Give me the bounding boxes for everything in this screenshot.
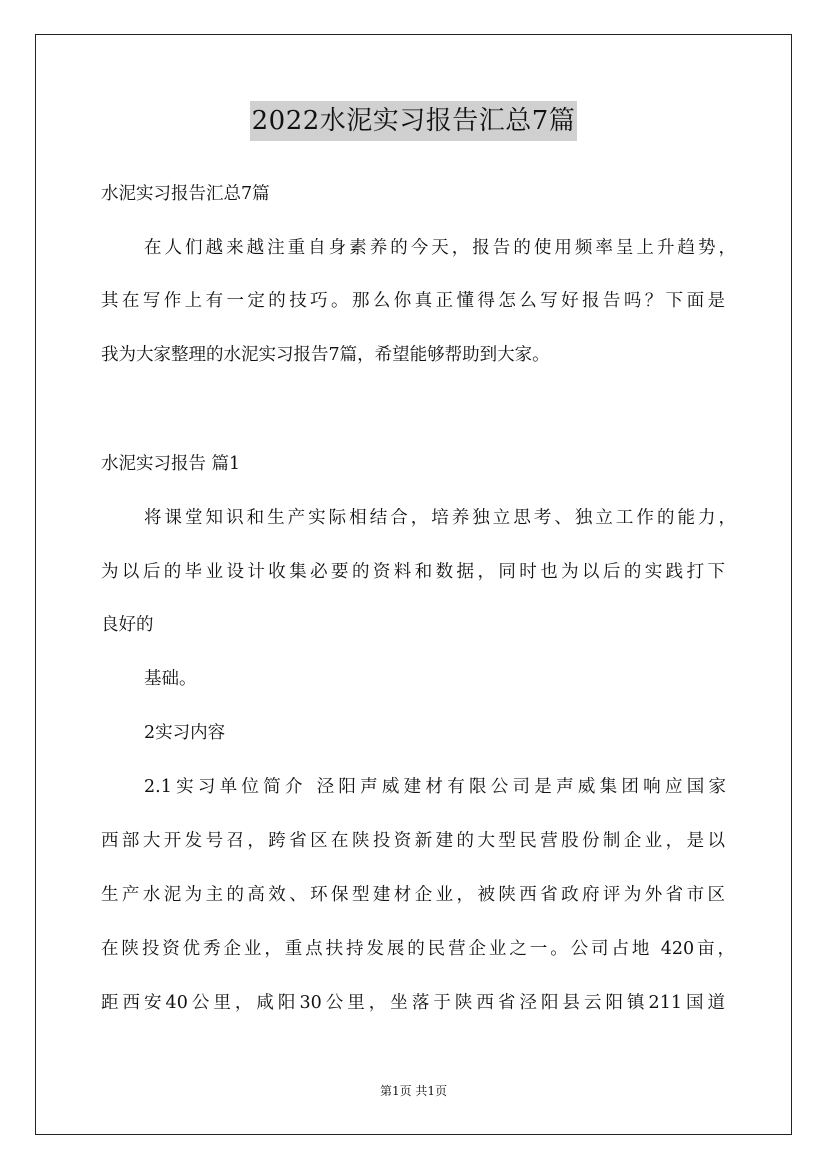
- body-line-4: 基础。: [144, 669, 197, 689]
- body-line-6: 2.1实习单位简介 泾阳声威建材有限公司是声威集团响应国家: [144, 777, 726, 797]
- body-line-2: 为以后的毕业设计收集必要的资料和数据，同时也为以后的实践打下: [101, 562, 725, 582]
- intro-line-2: 其在写作上有一定的技巧。那么你真正懂得怎么写好报告吗？下面是: [101, 291, 725, 311]
- page-footer: 第1页 共1页: [379, 1084, 448, 1098]
- body-line-5: 2实习内容: [144, 723, 226, 743]
- body-line-7: 西部大开发号召，跨省区在陕投资新建的大型民营股份制企业，是以: [101, 831, 725, 851]
- body-line-8: 生产水泥为主的高效、环保型建材企业，被陕西省政府评为外省市区: [101, 885, 725, 905]
- intro-line-3: 我为大家整理的水泥实习报告7篇，希望能够帮助到大家。: [101, 345, 550, 365]
- body-line-10: 距西安40公里，咸阳30公里，坐落于陕西省泾阳县云阳镇211国道: [101, 993, 725, 1013]
- body-line-3: 良好的: [101, 615, 154, 635]
- subtitle: 水泥实习报告汇总7篇: [101, 184, 270, 204]
- document-title: 2022水泥实习报告汇总7篇: [250, 101, 578, 141]
- title-container: [0, 101, 827, 141]
- body-line-1: 将课堂知识和生产实际相结合，培养独立思考、独立工作的能力，: [144, 508, 736, 528]
- intro-line-1: 在人们越来越注重自身素养的今天，报告的使用频率呈上升趋势，: [144, 238, 736, 258]
- section-heading: 水泥实习报告 篇1: [101, 454, 241, 474]
- body-line-9: 在陕投资优秀企业，重点扶持发展的民营企业之一。公司占地 420亩，: [101, 939, 735, 959]
